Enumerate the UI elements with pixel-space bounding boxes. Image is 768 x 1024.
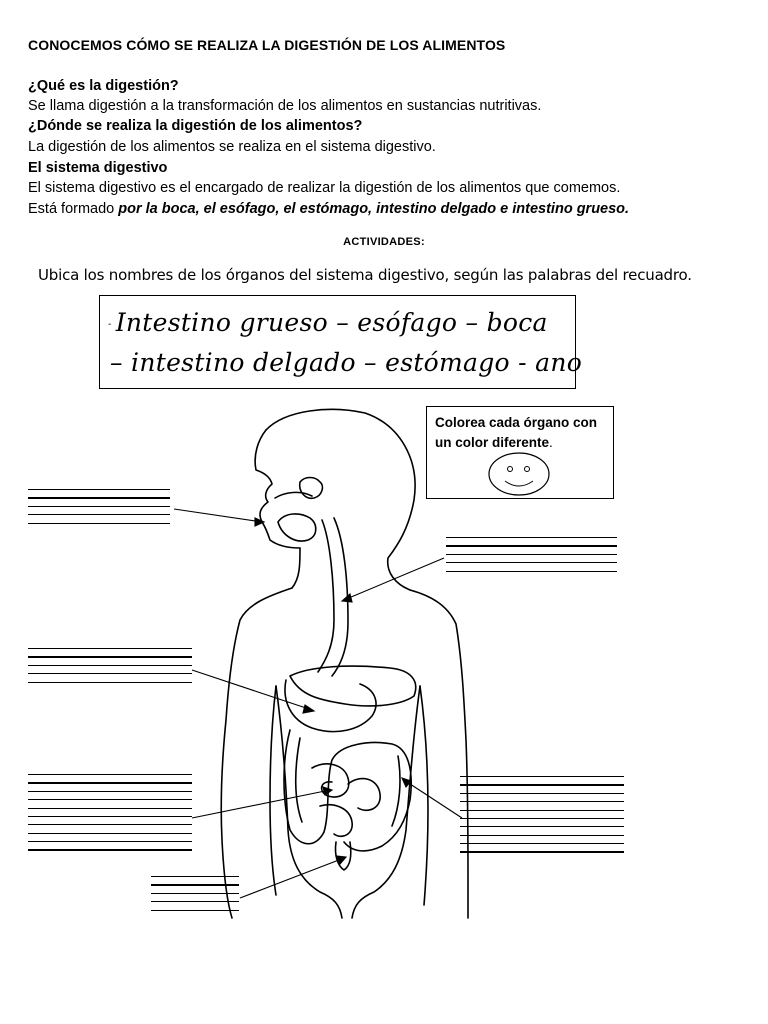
activities-heading: ACTIVIDADES:: [343, 236, 425, 248]
esophagus-left-wall: [318, 520, 334, 672]
pointer-arrow-small-intestine: [192, 790, 330, 818]
pointer-arrow-esophagus: [344, 558, 444, 600]
organs-prefix: Está formado: [28, 201, 119, 217]
activity-instruction: Ubica los nombres de los órganos del sistema digestivo, según las palabras del recuadro.: [38, 266, 692, 284]
question-what-is-digestion: ¿Qué es la digestión?: [28, 78, 179, 94]
body-outline-head: [266, 409, 415, 590]
tongue: [278, 514, 316, 541]
arrow-head-icon: [303, 705, 314, 713]
color-instruction-period: .: [549, 435, 553, 450]
color-instruction-main: Colorea cada órgano con un color diferente: [435, 415, 598, 450]
body-outline-face: [255, 430, 300, 548]
word-bank-bullet: -: [108, 319, 112, 330]
body-outline-torso-left: [276, 686, 342, 918]
worksheet-title: CONOCEMOS CÓMO SE REALIZA LA DIGESTIÓN DE LOS ALIMENTOS: [28, 37, 506, 53]
pointer-arrow-stomach: [192, 670, 312, 710]
body-outline-left-arm-outer: [221, 588, 292, 918]
arrow-head-icon: [323, 787, 332, 795]
organs-list: por la boca, el esófago, el estómago, intestino delgado e intestino grueso.: [118, 201, 630, 217]
liver: [290, 666, 416, 706]
pointer-arrow-large-intestine: [404, 780, 462, 818]
word-bank-line-2: – intestino delgado – estómago - ano: [110, 348, 583, 377]
pointer-arrow-mouth: [174, 509, 262, 522]
body-outline-left-arm-inner: [270, 686, 276, 895]
esophagus-right-wall: [332, 518, 348, 676]
arrow-head-icon: [255, 518, 264, 526]
pointer-arrow-anus: [240, 858, 344, 898]
body-outline-neck-left: [292, 548, 300, 588]
body-outline-right-arm-outer: [410, 590, 468, 918]
question-where-digestion: ¿Dónde se realiza la digestión de los alimentos?: [28, 118, 363, 134]
large-intestine-inner-left: [296, 738, 302, 822]
answer-what-is-digestion: Se llama digestión a la transformación de los alimentos en sustancias nutritivas.: [28, 98, 542, 114]
heading-digestive-system: El sistema digestivo: [28, 160, 168, 176]
paragraph-digestive-system: El sistema digestivo es el encargado de realizar la digestión de los alimentos que comemos.: [28, 180, 621, 196]
small-intestine-coil-2: [348, 779, 380, 811]
word-bank-text-1: Intestino grueso – esófago – boca: [115, 308, 548, 337]
large-intestine-inner-right: [392, 756, 400, 826]
answer-where-digestion: La digestión de los alimentos se realiza en el sistema digestivo.: [28, 139, 436, 155]
